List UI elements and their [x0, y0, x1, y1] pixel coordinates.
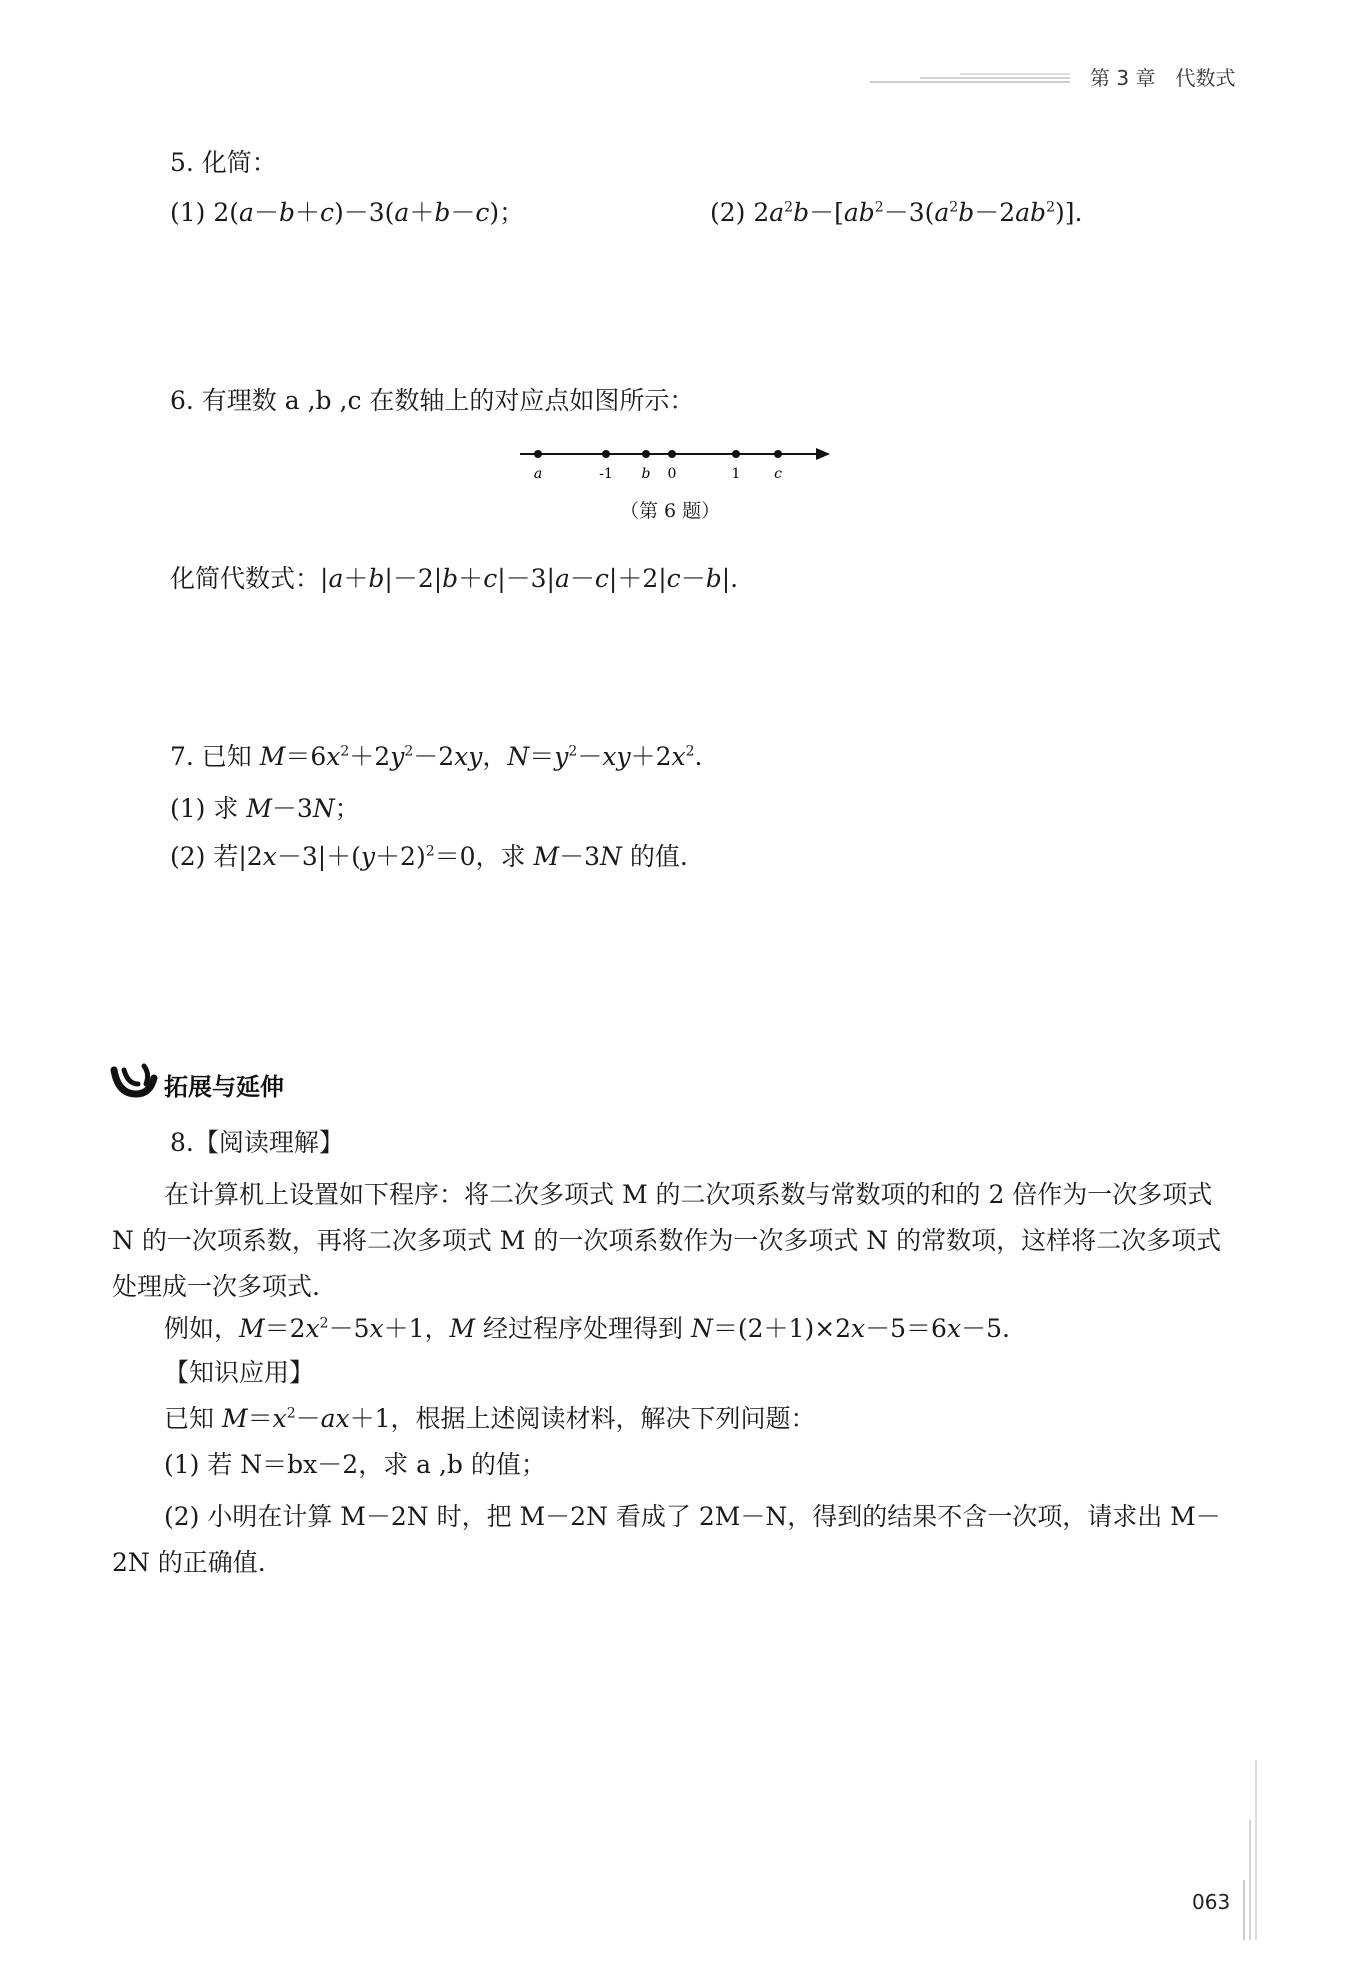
- label-b: b: [641, 466, 651, 482]
- label-c: c: [774, 466, 782, 482]
- section-title: 拓展与延伸: [164, 1073, 284, 1101]
- header-decorative-rule: [870, 68, 1070, 88]
- number-line-figure: [520, 440, 830, 490]
- margin-decorative-rules: [1240, 1760, 1260, 1940]
- q8-example: 例如，$M=2x^2-5x+1$，M 经过程序处理得到 N＝(2＋1)×2x－5＝6x－5.: [164, 1314, 1010, 1343]
- swoosh-icon: [110, 1060, 158, 1104]
- label-zero: 0: [667, 466, 677, 482]
- figure-caption: （第 6 题）: [620, 500, 721, 522]
- label-a: a: [533, 466, 543, 482]
- q7-part1: (1) 求 M－3N；: [170, 794, 360, 823]
- point-zero: [668, 450, 676, 458]
- point-neg1: [602, 450, 610, 458]
- point-c: [774, 450, 782, 458]
- q7-title: 7. 已知 $M=6x^2+2y^2-2xy$，$N=y^2-xy+2x^2$.: [170, 742, 703, 771]
- q6-task: 化简代数式：|a＋b|－2|b＋c|－3|a－c|＋2|c－b|.: [170, 564, 739, 593]
- point-a: [534, 450, 542, 458]
- label-one: 1: [731, 466, 741, 482]
- point-b: [642, 450, 650, 458]
- q8-para1: 在计算机上设置如下程序：将二次多项式 M 的二次项系数与常数项的和的 2 倍作为一次多项式 N 的一次项系数，再将二次多项式 M 的一次项系数作为一次多项式 N 的常数项，这样将二次多项式处理成一次多项式.: [112, 1180, 1222, 1301]
- q8-part2: (2) 小明在计算 M－2N 时，把 M－2N 看成了 2M－N，得到的结果不含一次项，请求出 M－2N 的正确值.: [112, 1502, 1221, 1577]
- q5-title: 5. 化简：: [170, 148, 277, 177]
- q7-part2: (2) 若$|2x-3|+(y+2)^2=0$，求 M－3N 的值.: [170, 842, 688, 871]
- point-one: [732, 450, 740, 458]
- q8-title: 8.【阅读理解】: [170, 1128, 344, 1157]
- page-number: 063: [1192, 1890, 1231, 1914]
- q5-part1: (1) 2(a－b＋c)－3(a＋b－c)；: [170, 198, 525, 227]
- chapter-header: 第 3 章 代数式: [1090, 66, 1236, 90]
- q8-given: 已知 $M=x^2-ax+1$，根据上述阅读材料，解决下列问题：: [164, 1404, 816, 1433]
- q8-part1: (1) 若 N＝bx－2，求 a ,b 的值；: [164, 1450, 546, 1479]
- q8-apply-heading: 【知识应用】: [164, 1358, 315, 1387]
- q5-part2: (2) $2a^2b-[ab^2-3(a^2b-2ab^2)]$.: [710, 198, 1083, 227]
- label-neg1: -1: [599, 466, 613, 482]
- q6-title: 6. 有理数 a ,b ,c 在数轴上的对应点如图所示：: [170, 386, 695, 415]
